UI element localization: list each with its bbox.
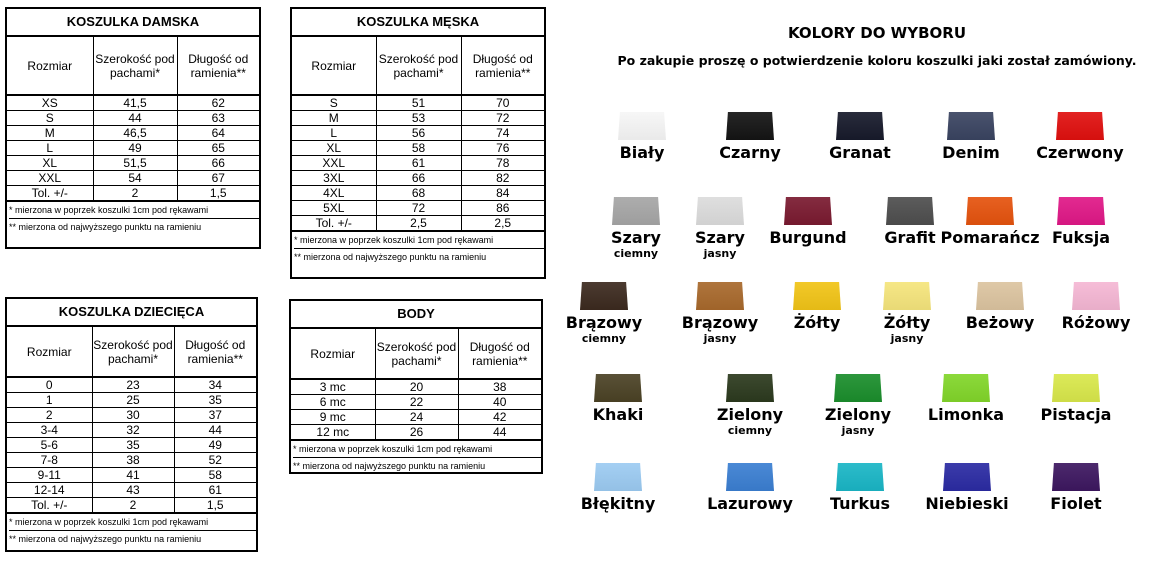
cell-width: 61	[376, 156, 461, 171]
cell-width: 24	[375, 410, 458, 425]
color-option	[1016, 374, 1136, 425]
cell-width: 46,5	[93, 126, 177, 141]
color-option	[911, 112, 1031, 163]
color-option	[907, 463, 1027, 514]
cell-length: 66	[177, 156, 259, 171]
color-swatch	[726, 112, 774, 140]
color-name: Czerwony	[1036, 143, 1124, 162]
cell-size: M	[7, 126, 93, 141]
tolerance-row	[7, 498, 256, 514]
color-swatch	[696, 197, 744, 225]
colors-subtitle: Po zakupie proszę o potwierdzenie koloru koszulki jaki został zamówiony.	[617, 53, 1137, 68]
color-name: Khaki	[592, 405, 644, 424]
colors-panel	[565, 0, 1164, 568]
cell-length: 49	[174, 438, 256, 453]
color-name: Zielony	[824, 405, 892, 424]
size-table-kids	[5, 297, 258, 552]
color-swatch	[942, 374, 990, 402]
cell-length: 42	[458, 410, 541, 425]
cell-width: 53	[376, 111, 461, 126]
cell-width: 41	[92, 468, 174, 483]
table-row	[7, 95, 259, 111]
color-name: Fiolet	[1050, 494, 1102, 513]
size-table-men	[290, 7, 546, 279]
size-table	[292, 37, 544, 232]
cell-width: 26	[375, 425, 458, 441]
color-swatch	[836, 463, 884, 491]
cell-width: 51,5	[93, 156, 177, 171]
cell-width: 56	[376, 126, 461, 141]
cell-length: 67	[177, 171, 259, 186]
footnote-width: * mierzona w poprzek koszulki 1cm pod rękawami	[294, 232, 544, 249]
color-name: Grafit	[884, 228, 936, 247]
table-row	[7, 408, 256, 423]
table-row	[7, 438, 256, 453]
color-option	[1020, 112, 1140, 163]
color-name: Pistacja	[1040, 405, 1112, 424]
table-row	[7, 126, 259, 141]
tolerance-row	[7, 186, 259, 202]
table-row	[292, 111, 544, 126]
cell-length: 58	[174, 468, 256, 483]
color-option	[690, 374, 810, 436]
cell-length: 34	[174, 377, 256, 393]
cell-length: 74	[461, 126, 544, 141]
color-option	[1021, 197, 1141, 248]
cell-width: 41,5	[93, 95, 177, 111]
color-shade: jasny	[890, 332, 924, 345]
cell-width: 35	[92, 438, 174, 453]
cell-size: 5XL	[292, 201, 376, 216]
color-shade: ciemny	[581, 332, 627, 345]
cell-length: 64	[177, 126, 259, 141]
color-name: Szary	[695, 228, 745, 247]
color-swatch	[1072, 282, 1120, 310]
color-swatch	[580, 282, 628, 310]
cell-length: 78	[461, 156, 544, 171]
color-swatch	[793, 282, 841, 310]
table-title: KOSZULKA DAMSKA	[7, 9, 259, 37]
cell-length: 82	[461, 171, 544, 186]
column-header-width: Szerokość pod pachami*	[92, 327, 174, 377]
cell-length: 61	[174, 483, 256, 498]
table-row	[7, 483, 256, 498]
footnote-length: ** mierzona od najwyższego punktu na ramieniu	[9, 222, 202, 232]
column-header-width: Szerokość pod pachami*	[93, 37, 177, 95]
color-swatch	[594, 463, 642, 491]
cell-length: 65	[177, 141, 259, 156]
color-option	[906, 374, 1026, 425]
column-header-size: Rozmiar	[7, 327, 92, 377]
color-option	[798, 374, 918, 436]
cell-length: 86	[461, 201, 544, 216]
cell-size: Tol. +/-	[7, 186, 93, 202]
footnote-width: * mierzona w poprzek koszulki 1cm pod rękawami	[9, 514, 256, 531]
color-name: Brązowy	[681, 313, 759, 332]
size-table	[7, 37, 259, 202]
footnote-length: ** mierzona od najwyższego punktu na ramieniu	[294, 252, 487, 262]
color-swatch	[943, 463, 991, 491]
cell-length: 35	[174, 393, 256, 408]
cell-length: 44	[458, 425, 541, 441]
size-table	[291, 329, 541, 441]
table-row	[7, 156, 259, 171]
color-option	[1016, 463, 1136, 514]
cell-size: 3XL	[292, 171, 376, 186]
color-name: Denim	[942, 143, 1000, 162]
cell-width: 25	[92, 393, 174, 408]
color-name: Lazurowy	[707, 494, 793, 513]
color-name: Limonka	[927, 405, 1005, 424]
cell-size: 2	[7, 408, 92, 423]
cell-length: 76	[461, 141, 544, 156]
cell-width: 20	[375, 379, 458, 395]
cell-size: Tol. +/-	[7, 498, 92, 514]
color-option	[1036, 282, 1156, 333]
column-header-width: Szerokość pod pachami*	[376, 37, 461, 95]
cell-length: 52	[174, 453, 256, 468]
color-swatch	[696, 282, 744, 310]
cell-width: 44	[93, 111, 177, 126]
cell-size: 1	[7, 393, 92, 408]
table-row	[7, 423, 256, 438]
column-header-width: Szerokość pod pachami*	[375, 329, 458, 379]
column-header-length: Długość od ramienia**	[458, 329, 541, 379]
cell-width: 58	[376, 141, 461, 156]
cell-size: XL	[7, 156, 93, 171]
cell-width: 49	[93, 141, 177, 156]
color-name: Czarny	[719, 143, 781, 162]
table-title: KOSZULKA MĘSKA	[292, 9, 544, 37]
color-swatch	[947, 112, 995, 140]
table-row	[292, 186, 544, 201]
table-row	[292, 126, 544, 141]
color-option	[582, 112, 702, 163]
color-swatch	[784, 197, 832, 225]
color-swatch	[618, 112, 666, 140]
color-option	[558, 463, 678, 514]
column-header-size: Rozmiar	[7, 37, 93, 95]
color-swatch	[883, 282, 931, 310]
color-swatch	[1052, 463, 1100, 491]
table-title: KOSZULKA DZIECIĘCA	[7, 299, 256, 327]
cell-size: 9 mc	[291, 410, 375, 425]
color-swatch	[594, 374, 642, 402]
cell-width: 2	[93, 186, 177, 202]
cell-length: 37	[174, 408, 256, 423]
color-shade: jasny	[703, 247, 737, 260]
color-name: Żółty	[793, 313, 841, 332]
cell-width: 72	[376, 201, 461, 216]
size-table	[7, 327, 256, 514]
cell-length: 1,5	[177, 186, 259, 202]
table-row	[292, 171, 544, 186]
color-shade: jasny	[703, 332, 737, 345]
cell-size: 3-4	[7, 423, 92, 438]
footnotes	[7, 514, 256, 547]
color-option	[544, 282, 664, 344]
cell-size: XXL	[7, 171, 93, 186]
cell-length: 38	[458, 379, 541, 395]
table-row	[7, 111, 259, 126]
color-option	[800, 463, 920, 514]
color-name: Turkus	[830, 494, 890, 513]
color-swatch	[1057, 197, 1105, 225]
footnotes	[291, 441, 541, 474]
cell-width: 54	[93, 171, 177, 186]
color-name: Zielony	[716, 405, 784, 424]
table-row	[292, 201, 544, 216]
footnote-length: ** mierzona od najwyższego punktu na ramieniu	[293, 461, 486, 471]
cell-size: XXL	[292, 156, 376, 171]
cell-width: 2,5	[376, 216, 461, 232]
cell-size: 12 mc	[291, 425, 375, 441]
color-swatch	[834, 374, 882, 402]
cell-size: 5-6	[7, 438, 92, 453]
color-swatch	[886, 197, 934, 225]
color-swatch	[966, 197, 1014, 225]
color-shade: ciemny	[613, 247, 659, 260]
cell-size: L	[7, 141, 93, 156]
cell-width: 23	[92, 377, 174, 393]
color-name: Brązowy	[565, 313, 643, 332]
table-title: BODY	[291, 301, 541, 329]
footnotes	[292, 232, 544, 265]
cell-width: 2	[92, 498, 174, 514]
tolerance-row	[292, 216, 544, 232]
color-swatch	[976, 282, 1024, 310]
table-row	[7, 453, 256, 468]
color-name: Granat	[829, 143, 891, 162]
table-row	[292, 95, 544, 111]
table-row	[7, 171, 259, 186]
cell-length: 72	[461, 111, 544, 126]
table-row	[292, 141, 544, 156]
cell-length: 62	[177, 95, 259, 111]
cell-width: 30	[92, 408, 174, 423]
size-table-body	[289, 299, 543, 474]
color-option	[800, 112, 920, 163]
cell-width: 38	[92, 453, 174, 468]
table-row	[7, 468, 256, 483]
color-name: Pomarańcz	[940, 228, 1040, 247]
table-row	[291, 425, 541, 441]
colors-title: KOLORY DO WYBORU	[787, 24, 967, 42]
footnote-length: ** mierzona od najwyższego punktu na ramieniu	[9, 534, 202, 544]
cell-size: XL	[292, 141, 376, 156]
color-name: Niebieski	[925, 494, 1009, 513]
cell-size: XS	[7, 95, 93, 111]
color-swatch	[726, 463, 774, 491]
color-swatch	[612, 197, 660, 225]
color-name: Błękitny	[580, 494, 656, 513]
cell-size: 9-11	[7, 468, 92, 483]
table-row	[291, 410, 541, 425]
color-option	[690, 112, 810, 163]
footnotes	[7, 202, 259, 235]
cell-length: 84	[461, 186, 544, 201]
color-swatch	[726, 374, 774, 402]
color-name: Różowy	[1061, 313, 1131, 332]
size-table-women	[5, 7, 261, 249]
color-name: Fuksja	[1052, 228, 1110, 247]
cell-width: 68	[376, 186, 461, 201]
footnote-width: * mierzona w poprzek koszulki 1cm pod rękawami	[293, 441, 541, 458]
table-row	[291, 395, 541, 410]
cell-size: 0	[7, 377, 92, 393]
footnote-width: * mierzona w poprzek koszulki 1cm pod rękawami	[9, 202, 259, 219]
cell-length: 40	[458, 395, 541, 410]
cell-size: S	[7, 111, 93, 126]
table-row	[7, 393, 256, 408]
cell-width: 51	[376, 95, 461, 111]
column-header-length: Długość od ramienia**	[174, 327, 256, 377]
cell-size: 4XL	[292, 186, 376, 201]
cell-length: 63	[177, 111, 259, 126]
cell-width: 22	[375, 395, 458, 410]
cell-size: 3 mc	[291, 379, 375, 395]
cell-length: 44	[174, 423, 256, 438]
color-name: Burgund	[769, 228, 847, 247]
color-swatch	[1052, 374, 1100, 402]
color-name: Szary	[611, 228, 661, 247]
cell-length: 70	[461, 95, 544, 111]
cell-size: 12-14	[7, 483, 92, 498]
color-swatch	[1056, 112, 1104, 140]
cell-size: S	[292, 95, 376, 111]
cell-size: 7-8	[7, 453, 92, 468]
color-option	[558, 374, 678, 425]
column-header-size: Rozmiar	[292, 37, 376, 95]
color-option	[690, 463, 810, 514]
color-shade: jasny	[841, 424, 875, 437]
cell-width: 43	[92, 483, 174, 498]
table-row	[291, 379, 541, 395]
cell-length: 2,5	[461, 216, 544, 232]
cell-size: M	[292, 111, 376, 126]
color-name: Biały	[619, 143, 665, 162]
cell-size: Tol. +/-	[292, 216, 376, 232]
column-header-length: Długość od ramienia**	[177, 37, 259, 95]
cell-width: 32	[92, 423, 174, 438]
column-header-size: Rozmiar	[291, 329, 375, 379]
color-swatch	[836, 112, 884, 140]
table-row	[7, 377, 256, 393]
color-shade: ciemny	[727, 424, 773, 437]
column-header-length: Długość od ramienia**	[461, 37, 544, 95]
color-name: Żółty	[883, 313, 931, 332]
color-name: Beżowy	[965, 313, 1035, 332]
table-row	[292, 156, 544, 171]
cell-size: 6 mc	[291, 395, 375, 410]
cell-length: 1,5	[174, 498, 256, 514]
cell-size: L	[292, 126, 376, 141]
cell-width: 66	[376, 171, 461, 186]
table-row	[7, 141, 259, 156]
